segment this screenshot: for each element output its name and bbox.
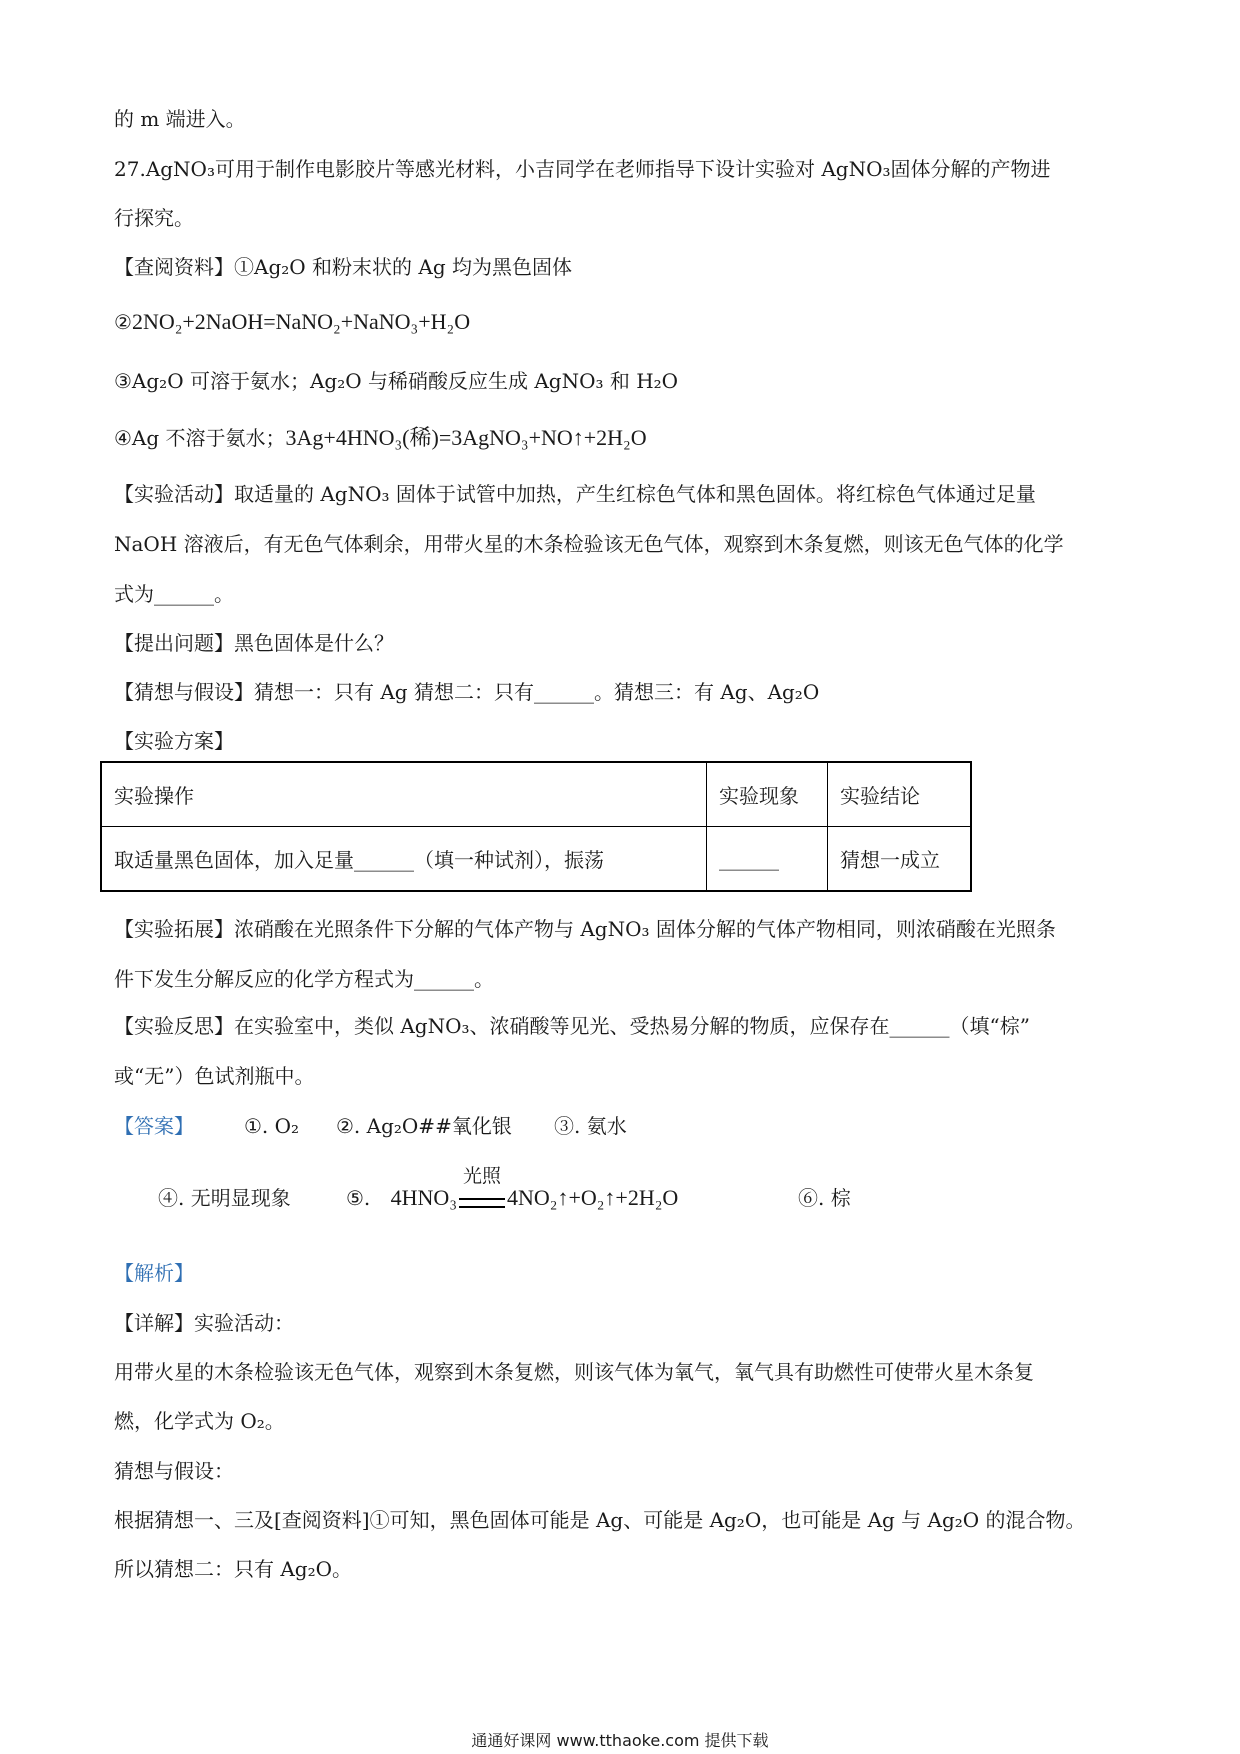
materials-item-4: [114, 424, 647, 452]
question-number: 27.: [114, 157, 146, 181]
activity-line-3: 式为______。: [114, 582, 234, 606]
question-text-1: AgNO₃可用于制作电影胶片等感光材料，小吉同学在老师指导下设计实验对 AgNO₃固体分解的产物进: [145, 157, 1051, 181]
answer-3: ③. 氨水: [554, 1114, 627, 1138]
question-line-1: [114, 155, 1051, 183]
answer-5-products: 4NO₂↑+O₂↑+2H₂O: [507, 1185, 679, 1210]
detail-paragraph-1-line-2: 燃，化学式为 O₂。: [114, 1409, 285, 1433]
cell-phenomenon: ______: [707, 827, 828, 892]
analysis-label: 【解析】: [114, 1261, 194, 1285]
answer-5-reactant: 4HNO₃: [390, 1185, 457, 1210]
header-operation: 实验操作: [101, 762, 707, 827]
answer-2: ②. Ag₂O##氧化银: [336, 1114, 512, 1138]
reflection-line-2: 或“无”）色试剂瓶中。: [114, 1064, 315, 1088]
naoh-equation: 2NO₂+2NaOH=NaNO₂+NaNO₃+H₂O: [131, 309, 471, 334]
answer-5: [346, 1164, 679, 1214]
answer-1: ①. O₂: [244, 1114, 300, 1138]
header-conclusion: 实验结论: [828, 762, 972, 827]
answer-5-label: ⑤.: [346, 1186, 371, 1210]
header-phenomenon: 实验现象: [707, 762, 828, 827]
top-fragment: 的 m 端进入。: [114, 107, 246, 131]
detail-paragraph-2: 根据猜想一、三及[查阅资料]①可知，黑色固体可能是 Ag、可能是 Ag₂O，也可能是 Ag 与 Ag₂O 的混合物。: [114, 1508, 1086, 1532]
extension-line-2: 件下发生分解反应的化学方程式为______。: [114, 967, 494, 991]
detail-sub-heading: 猜想与假设：: [114, 1459, 234, 1483]
silver-nitric-equation: 3Ag+4HNO₃(稀)=3AgNO₃+NO↑+2H₂O: [285, 425, 647, 450]
detail-heading: 【详解】实验活动：: [114, 1311, 294, 1335]
table-header-row: [101, 762, 971, 827]
materials-item-3: ③Ag₂O 可溶于氨水；Ag₂O 与稀硝酸反应生成 AgNO₃ 和 H₂O: [114, 369, 679, 393]
activity-line-2: NaOH 溶液后，有无色气体剩余，用带火星的木条检验该无色气体，观察到木条复燃，则该无色气体的化学: [114, 532, 1064, 556]
hypothesis: 【猜想与假设】猜想一：只有 Ag 猜想二：只有______。猜想三：有 Ag、Ag₂O: [114, 680, 820, 704]
materials-item-1: 【查阅资料】①Ag₂O 和粉末状的 Ag 均为黑色固体: [114, 255, 572, 279]
reaction-condition: 光照: [462, 1164, 501, 1187]
table-row: [101, 827, 971, 892]
plan-heading: 【实验方案】: [114, 729, 234, 753]
footer-watermark: 通通好课网 www.tthaoke.com 提供下载: [471, 1731, 769, 1750]
materials-item-2: [114, 308, 470, 336]
double-line-icon: [459, 1198, 505, 1208]
experiment-plan-table: [100, 761, 972, 892]
answer-6: ⑥. 棕: [798, 1186, 851, 1210]
materials-item-2-label: ②: [114, 310, 132, 334]
detail-paragraph-1-line-1: 用带火星的木条检验该无色气体，观察到木条复燃，则该气体为氧气，氧气具有助燃性可使带火星木条复: [114, 1360, 1034, 1384]
materials-item-4-label: ④Ag 不溶于氨水；: [114, 426, 286, 450]
extension-line-1: 【实验拓展】浓硝酸在光照条件下分解的气体产物与 AgNO₃ 固体分解的气体产物相同，则浓硝酸在光照条: [114, 917, 1056, 941]
answer-label: 【答案】: [114, 1114, 194, 1138]
cell-operation: 取适量黑色固体，加入足量______（填一种试剂），振荡: [101, 827, 707, 892]
detail-paragraph-3: 所以猜想二：只有 Ag₂O。: [114, 1557, 353, 1581]
reaction-arrow: [459, 1164, 505, 1214]
activity-line-1: 【实验活动】取适量的 AgNO₃ 固体于试管中加热，产生红棕色气体和黑色固体。将红棕色气体通过足量: [114, 482, 1036, 506]
cell-conclusion: 猜想一成立: [828, 827, 972, 892]
question-line-2: 行探究。: [114, 206, 194, 230]
reflection-line-1: 【实验反思】在实验室中，类似 AgNO₃、浓硝酸等见光、受热易分解的物质，应保存在______（填“棕”: [114, 1014, 1030, 1038]
question-raised: 【提出问题】黑色固体是什么？: [114, 631, 394, 655]
answer-4: ④. 无明显现象: [158, 1186, 291, 1210]
